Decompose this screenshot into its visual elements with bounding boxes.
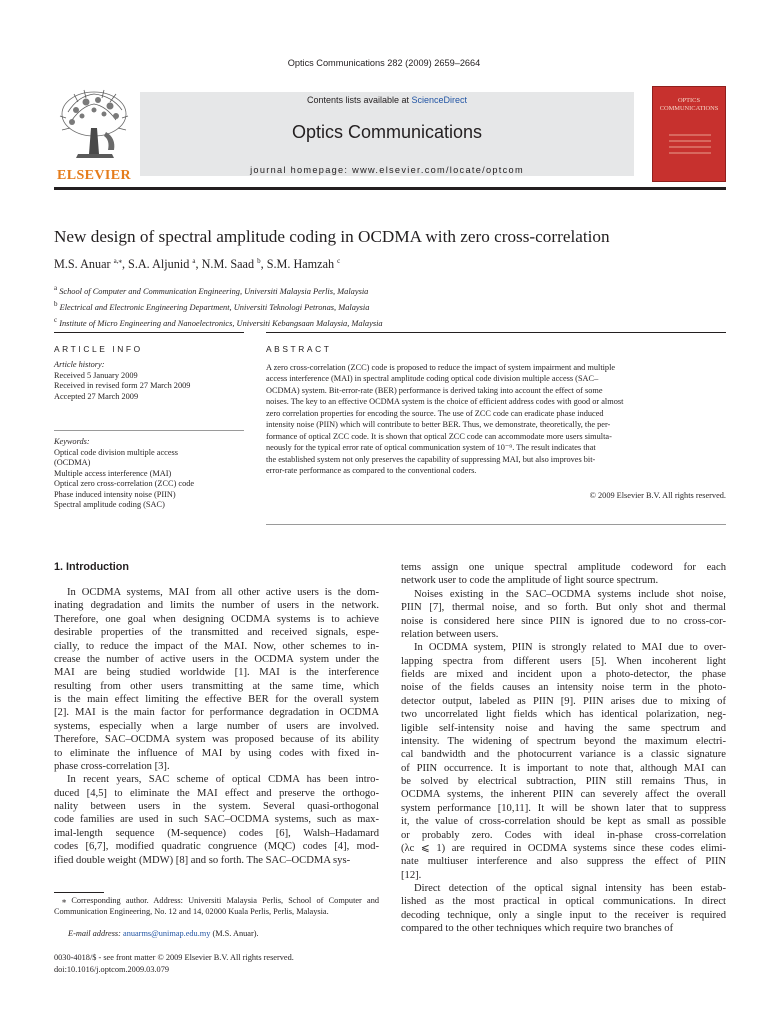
- body-line: In OCDMA system, PIIN is strongly related to MAI due to over-: [414, 642, 726, 654]
- body-line: be solved by electrical subtraction, PIIN still remains Thus, in: [401, 776, 726, 787]
- body-right-column: [401, 561, 726, 936]
- body-line: codes [6,7], modified quadratic congruence (MQC) codes [4], mod-: [54, 841, 379, 853]
- abstract-line: zero correlation properties for encoding the source. The use of ZCC code can eradicate phase induced: [266, 408, 604, 418]
- body-line: cal bandwidth and the photocurrent variance is a classic signature: [401, 749, 726, 761]
- abstract-line: intensity noise (PIIN) which will contribute to better BER. Thus, we demonstrate, theoretically, the per-: [266, 420, 611, 430]
- keywords: [54, 437, 244, 511]
- abstract-bottom-rule: [266, 524, 726, 525]
- issn-line: 0030-4018/$ - see front matter © 2009 Elsevier B.V. All rights reserved.: [54, 953, 294, 962]
- body-line: system performance [10,11]. It will be shown later that to suppress: [401, 802, 726, 814]
- body-line: noise of the fields causes an intensity noise term in the photo-: [401, 682, 726, 694]
- body-line: lished as the most practical in optical communications. In direct: [401, 896, 726, 908]
- body-line: In OCDMA systems, MAI from all other active users is the dom-: [67, 587, 379, 598]
- abstract-line: OCDMA) system. Bit-error-rate (BER) performance is derived taking into account the effect of some: [266, 385, 603, 395]
- footnote: [54, 896, 379, 917]
- abstract-label: ABSTRACT: [266, 344, 332, 354]
- abstract-line: formance of optical ZCC code. It is shown that optical ZCC code can accommodate more users simulta-: [266, 431, 612, 441]
- journal-cover[interactable]: [652, 86, 726, 182]
- doi-line[interactable]: doi:10.1016/j.optcom.2009.03.079: [54, 964, 170, 974]
- body-line: OCDMA systems, the inherent PIIN can severely affect the overall: [401, 789, 726, 801]
- body-line: network user to code the amplitude of light source spectrum.: [401, 575, 659, 587]
- footnote-rule: [54, 892, 104, 893]
- journal-homepage[interactable]: journal homepage: www.elsevier.com/locate/optcom: [250, 165, 524, 175]
- email-link[interactable]: anuarms@unimap.edu.my: [123, 929, 211, 938]
- body-line: of PIIN occurrence. It is important to note that, although MAI can: [401, 762, 726, 774]
- body-line: ified double weight (MDW) [8] and so forth. The SAC–OCDMA sys-: [54, 854, 351, 866]
- info-divider: [54, 430, 244, 431]
- author[interactable]: M.S. Anuar $^{a,⁎}$,: [54, 257, 129, 272]
- body-line: In recent years, SAC scheme of optical CDMA has been intro-: [67, 774, 379, 786]
- body-line: lapping spectra from different users [5]. When incoherent light: [401, 655, 726, 667]
- copyright: © 2009 Elsevier B.V. All rights reserved.: [589, 491, 726, 500]
- body-line: decoding technique, only a single input to the receiver is required: [401, 909, 726, 921]
- footnote-email: E-mail address: anuarms@unimap.edu.my (M.S. Anuar).: [68, 929, 259, 938]
- body-line: ligible self-intensity noise and having the same spectrum and: [401, 722, 726, 734]
- keywords-heading: Keywords:: [54, 437, 90, 446]
- body-line: Therefore, one goal when designing OCDMA systems is to achieve: [54, 613, 379, 625]
- body-line: code families are used in such SAC–OCDMA systems, such as max-: [54, 814, 379, 826]
- cover-title: OPTICS COMMUNICATIONS: [659, 97, 719, 112]
- body-line: desirable properties of the transmitted and received signals, espe-: [54, 627, 379, 639]
- body-line: PIIN [7], thermal noise, and so forth. But only shot and thermal: [401, 602, 726, 614]
- body-line: two uncorrelated light fields which has identical polarization, neg-: [401, 709, 726, 721]
- body-line: it, the value of cross-correlation should be kept as small as possible: [401, 816, 726, 828]
- body-line: relation between users.: [401, 628, 499, 640]
- affiliation: $^c$ Institute of Micro Engineering and Nanoelectronics, Universiti Kebangsaan Malaysia, Malaysia: [54, 315, 383, 328]
- affiliations: [54, 282, 734, 329]
- affiliation: $^b$ Electrical and Electronic Engineering Department, Universiti Teknologi Petronas, Malaysia: [54, 299, 370, 312]
- body-line: is the main effect limiting the effective BER for the overall system: [54, 694, 379, 705]
- author[interactable]: S.M. Hamzah $^c$: [266, 257, 341, 272]
- body-line: fields are mixed and incident upon a photo-detector, the phase: [401, 669, 726, 680]
- author[interactable]: N.M. Saad $^b$,: [201, 257, 267, 272]
- history-item: Received 5 January 2009: [54, 370, 138, 380]
- section-heading: 1. Introduction: [54, 561, 129, 573]
- abstract-top-rule: [266, 332, 726, 333]
- contents-line: [140, 95, 634, 105]
- body-line: [12].: [401, 869, 422, 881]
- article-history: [54, 360, 244, 402]
- body-line: cially, to reduce the impact of the MAI. Now, other schemes to in-: [54, 640, 379, 652]
- body-line: Noises existing in the SAC–OCDMA systems include shot noise,: [414, 588, 726, 600]
- article-info-label: ARTICLE INFO: [54, 344, 143, 354]
- journal-header: [54, 82, 726, 186]
- body-line: nate multiuser interference and also suppress the effect of PIIN: [401, 856, 726, 868]
- author-list: [54, 257, 734, 272]
- body-line: tems assign one unique spectral amplitude codeword for each: [401, 562, 726, 573]
- body-line: to eliminate the influence of MAI by using codes with fixed in-: [54, 747, 379, 759]
- abstract-line: A zero cross-correlation (ZCC) code is proposed to reduce the impact of system impairment and multiple: [266, 363, 616, 372]
- keyword: Multiple access interference (MAI): [54, 468, 172, 478]
- body-line: inating degradation and limits the number of users in the network.: [54, 600, 379, 612]
- publisher-logo[interactable]: [54, 86, 134, 184]
- body-line: [2]. MAI is the main factor for performance degradation in OCDMA: [54, 707, 379, 719]
- keyword: Phase induced intensity noise (PIIN): [54, 489, 176, 499]
- body-line: intensity. The widening of spectrum beyond the maximum electri-: [401, 735, 726, 747]
- abstract-line: access interference (MAI) in spectral amplitude coding optical code division multiple access (SAC–: [266, 374, 599, 384]
- body-line: detector output, labeled as PIIN [9]. PIIN arises due to mixing of: [401, 695, 726, 707]
- abstract-body: [266, 362, 726, 477]
- affiliation: $^a$ School of Computer and Communication Engineering, Universiti Malaysia Perlis, Malaysia: [54, 284, 369, 296]
- body-line: MAI are being studied worldwide [1]. MAI is the interference: [54, 667, 379, 679]
- keyword: Optical code division multiple access: [54, 447, 178, 457]
- body-line: Therefore, SAC–OCDMA system was proposed because of its ability: [54, 734, 379, 746]
- abstract-line: neously for the typical error rate of optical communication system of 10⁻⁹. The result indicates that: [266, 443, 596, 453]
- history-item: Accepted 27 March 2009: [54, 391, 139, 401]
- body-line: compared to the other techniques which require two branches of: [401, 923, 674, 935]
- article-title: New design of spectral amplitude coding in OCDMA with zero cross-correlation: [54, 227, 610, 246]
- cover-graphic-icon: [669, 131, 711, 159]
- journal-banner: [140, 92, 634, 176]
- author[interactable]: S.A. Aljunid $^a$,: [128, 257, 202, 272]
- article-info-rule: [54, 332, 244, 333]
- body-left-column: [54, 586, 379, 867]
- body-line: (λc ⩽ 1) are required in OCDMA systems since these codes elimi-: [401, 842, 726, 854]
- footnote-text: Corresponding author. Address: Universiti Malaysia Perlis, School of Computer and Communication Engineering, No. 12 and 14, 02000 Kuala Perlis, Perlis, Malaysia.: [54, 896, 379, 916]
- body-line: nality between users in the system. Several quasi-orthogonal: [54, 801, 379, 812]
- journal-citation: Optics Communications 282 (2009) 2659–2664: [287, 58, 481, 68]
- abstract-line: error-rate performance as compared to the conventional coders.: [266, 466, 477, 476]
- body-line: Direct detection of the optical signal intensity has been estab-: [414, 883, 726, 894]
- tree-icon: [58, 88, 130, 162]
- body-line: or probably zero. Codes with ideal in-phase cross-correlation: [401, 829, 726, 841]
- front-matter: [54, 952, 294, 975]
- contents-prefix: Contents lists available at: [306, 95, 412, 105]
- footnote-marker: ⁎: [62, 896, 67, 905]
- header-rule: [54, 187, 726, 190]
- body-line: resulting from other users transmitting at the same time, which: [54, 680, 379, 692]
- keyword: (OCDMA): [54, 458, 91, 467]
- body-line: imal-length sequence (M-sequence) codes [6], Walsh–Hadamard: [54, 827, 379, 839]
- keyword: Spectral amplitude coding (SAC): [54, 500, 165, 509]
- history-heading: Article history:: [54, 360, 105, 369]
- abstract-line: the established system not only preserves the capability of suppressing MAI, but also improves bit-: [266, 454, 596, 464]
- body-line: duced [4,5] to eliminate the MAI effect and preserve the orthogo-: [54, 787, 379, 799]
- body-line: phase cross-correlation [3].: [54, 760, 170, 772]
- body-line: systems, especially when a large number of users are involved.: [54, 720, 379, 732]
- body-line: crease the number of active users in the OCDMA system under the: [54, 653, 379, 665]
- body-line: noise is considered here since PIIN is ignored due to no cross-cor-: [401, 615, 726, 627]
- elsevier-logo-text: ELSEVIER: [56, 168, 131, 183]
- history-item: Received in revised form 27 March 2009: [54, 381, 191, 390]
- keyword: Optical zero cross-correlation (ZCC) code: [54, 479, 195, 488]
- journal-title[interactable]: Optics Communications: [291, 122, 483, 142]
- sciencedirect-link[interactable]: ScienceDirect: [411, 95, 468, 105]
- abstract-line: noises. The key to an effective OCDMA system is the choice of efficient address codes with good or almost: [266, 397, 624, 407]
